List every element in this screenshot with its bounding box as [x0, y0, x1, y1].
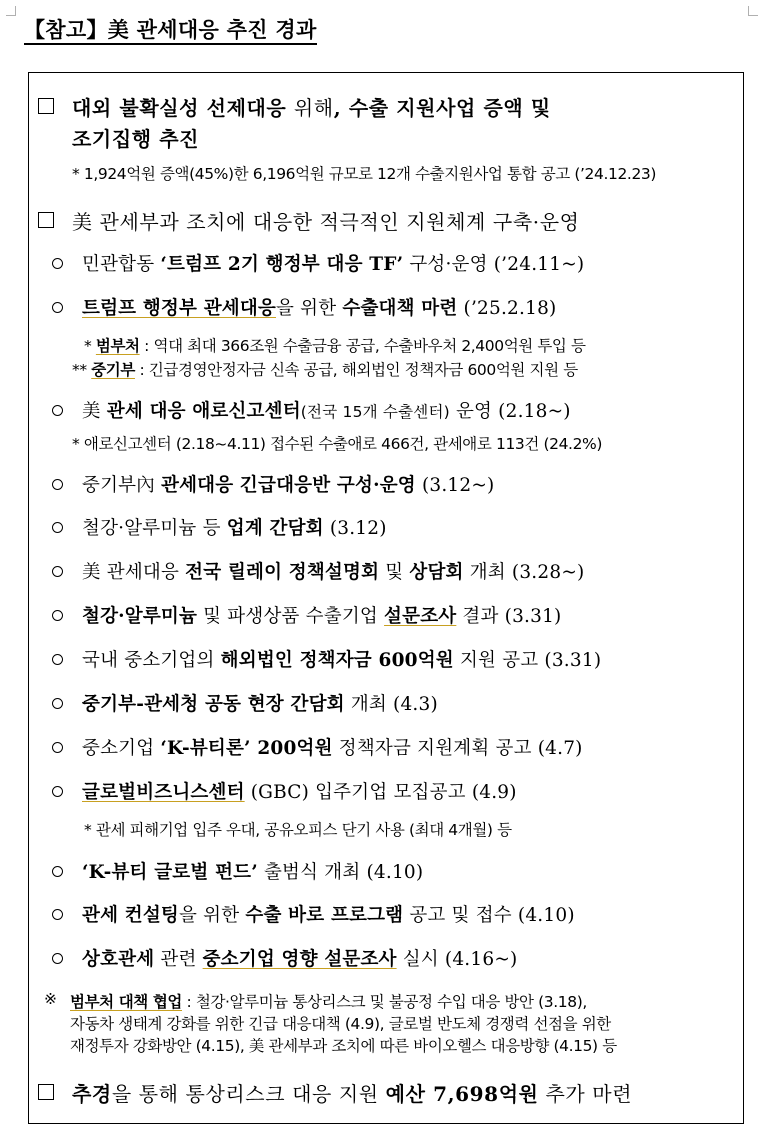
reference-note-line-2: 자동차 생태계 강화를 위한 긴급 대응대책 (4.9), 글로벌 반도체 경쟁력 선점을 위한 [70, 1015, 611, 1033]
sub-note: * 애로신고센터 (2.18~4.11) 접수된 수출애로 466건, 관세애로 113건 (24.2%) [72, 435, 602, 453]
bullet-circle-icon [52, 479, 63, 490]
note-export-budget: * 1,924억원 증액(45%)한 6,196억원 규모로 12개 수출지원사업 통합 공고 (’24.12.23) [72, 165, 657, 183]
bullet-circle-icon [52, 258, 63, 269]
bullet-circle-icon [52, 866, 63, 877]
bullet-circle-icon [52, 909, 63, 920]
list-item: 글로벌비즈니스센터 (GBC) 입주기업 모집공고 (4.9) [82, 782, 517, 803]
list-item: 트럼프 행정부 관세대응을 위한 수출대책 마련 (’25.2.18) [82, 298, 557, 319]
bullet-circle-icon [52, 302, 63, 313]
page-corner-mark [748, 6, 758, 16]
list-item: 美 관세 대응 애로신고센터(전국 15개 수출센터) 운영 (2.18~) [82, 401, 571, 422]
section-heading-export-support-cont: 조기집행 추진 [72, 127, 200, 151]
sub-note: ** 중기부 : 긴급경영안정자금 신속 공급, 해외법인 정책자금 600억원 지원 등 [72, 361, 578, 379]
section-heading-tariff-response: 美 관세부과 조치에 대응한 적극적인 지원체계 구축·운영 [72, 210, 580, 234]
list-item: 철강·알루미늄 및 파생상품 수출기업 설문조사 결과 (3.31) [82, 606, 562, 627]
bullet-circle-icon [52, 522, 63, 533]
list-item: 중소기업 ‘K-뷰티론’ 200억원 정책자금 지원계획 공고 (4.7) [82, 738, 583, 759]
page-corner-mark [6, 6, 16, 16]
checkbox-square-icon [38, 98, 54, 114]
page-title: 【참고】美 관세대응 추진 경과 [24, 14, 317, 44]
bullet-circle-icon [52, 953, 63, 964]
list-item: 상호관세 관련 중소기업 영향 설문조사 실시 (4.16~) [82, 949, 518, 970]
checkbox-square-icon [38, 212, 54, 228]
bullet-circle-icon [52, 742, 63, 753]
list-item: 중기부內 관세대응 긴급대응반 구성·운영 (3.12~) [82, 475, 495, 496]
bullet-circle-icon [52, 786, 63, 797]
list-item: 민관합동 ‘트럼프 2기 행정부 대응 TF’ 구성·운영 (’24.11~) [82, 254, 585, 275]
list-item: 국내 중소기업의 해외법인 정책자금 600억원 지원 공고 (3.31) [82, 650, 602, 671]
section-heading-export-support: 대외 불확실성 선제대응 위해, 수출 지원사업 증액 및 [72, 96, 551, 120]
bullet-circle-icon [52, 610, 63, 621]
list-item: 관세 컨설팅을 위한 수출 바로 프로그램 공고 및 접수 (4.10) [82, 905, 575, 926]
bullet-circle-icon [52, 698, 63, 709]
bullet-circle-icon [52, 566, 63, 577]
checkbox-square-icon [38, 1084, 54, 1100]
list-item: 美 관세대응 전국 릴레이 정책설명회 및 상담회 개최 (3.28~) [82, 562, 585, 583]
reference-note-line-3: 재정투자 강화방안 (4.15), 美 관세부과 조치에 따른 바이오헬스 대응방향 (4.15) 등 [70, 1037, 617, 1055]
reference-mark: ※ [44, 990, 57, 1008]
list-item: 중기부-관세청 공동 현장 간담회 개최 (4.3) [82, 694, 438, 715]
reference-note-line-1: 범부처 대책 협업 : 철강·알루미늄 통상리스크 및 불공정 수입 대응 방안 (3.18), [70, 993, 587, 1011]
section-heading-supplementary-budget: 추경을 통해 통상리스크 대응 지원 예산 7,698억원 추가 마련 [72, 1082, 633, 1106]
list-item: ‘K-뷰티 글로벌 펀드’ 출범식 개최 (4.10) [82, 862, 424, 883]
list-item: 철강·알루미늄 등 업계 간담회 (3.12) [82, 518, 387, 539]
sub-note: * 관세 피해기업 입주 우대, 공유오피스 단기 사용 (최대 4개월) 등 [84, 821, 512, 839]
bullet-circle-icon [52, 405, 63, 416]
sub-note: * 범부처 : 역대 최대 366조원 수출금융 공급, 수출바우처 2,400억원 투입 등 [84, 337, 586, 355]
bullet-circle-icon [52, 654, 63, 665]
